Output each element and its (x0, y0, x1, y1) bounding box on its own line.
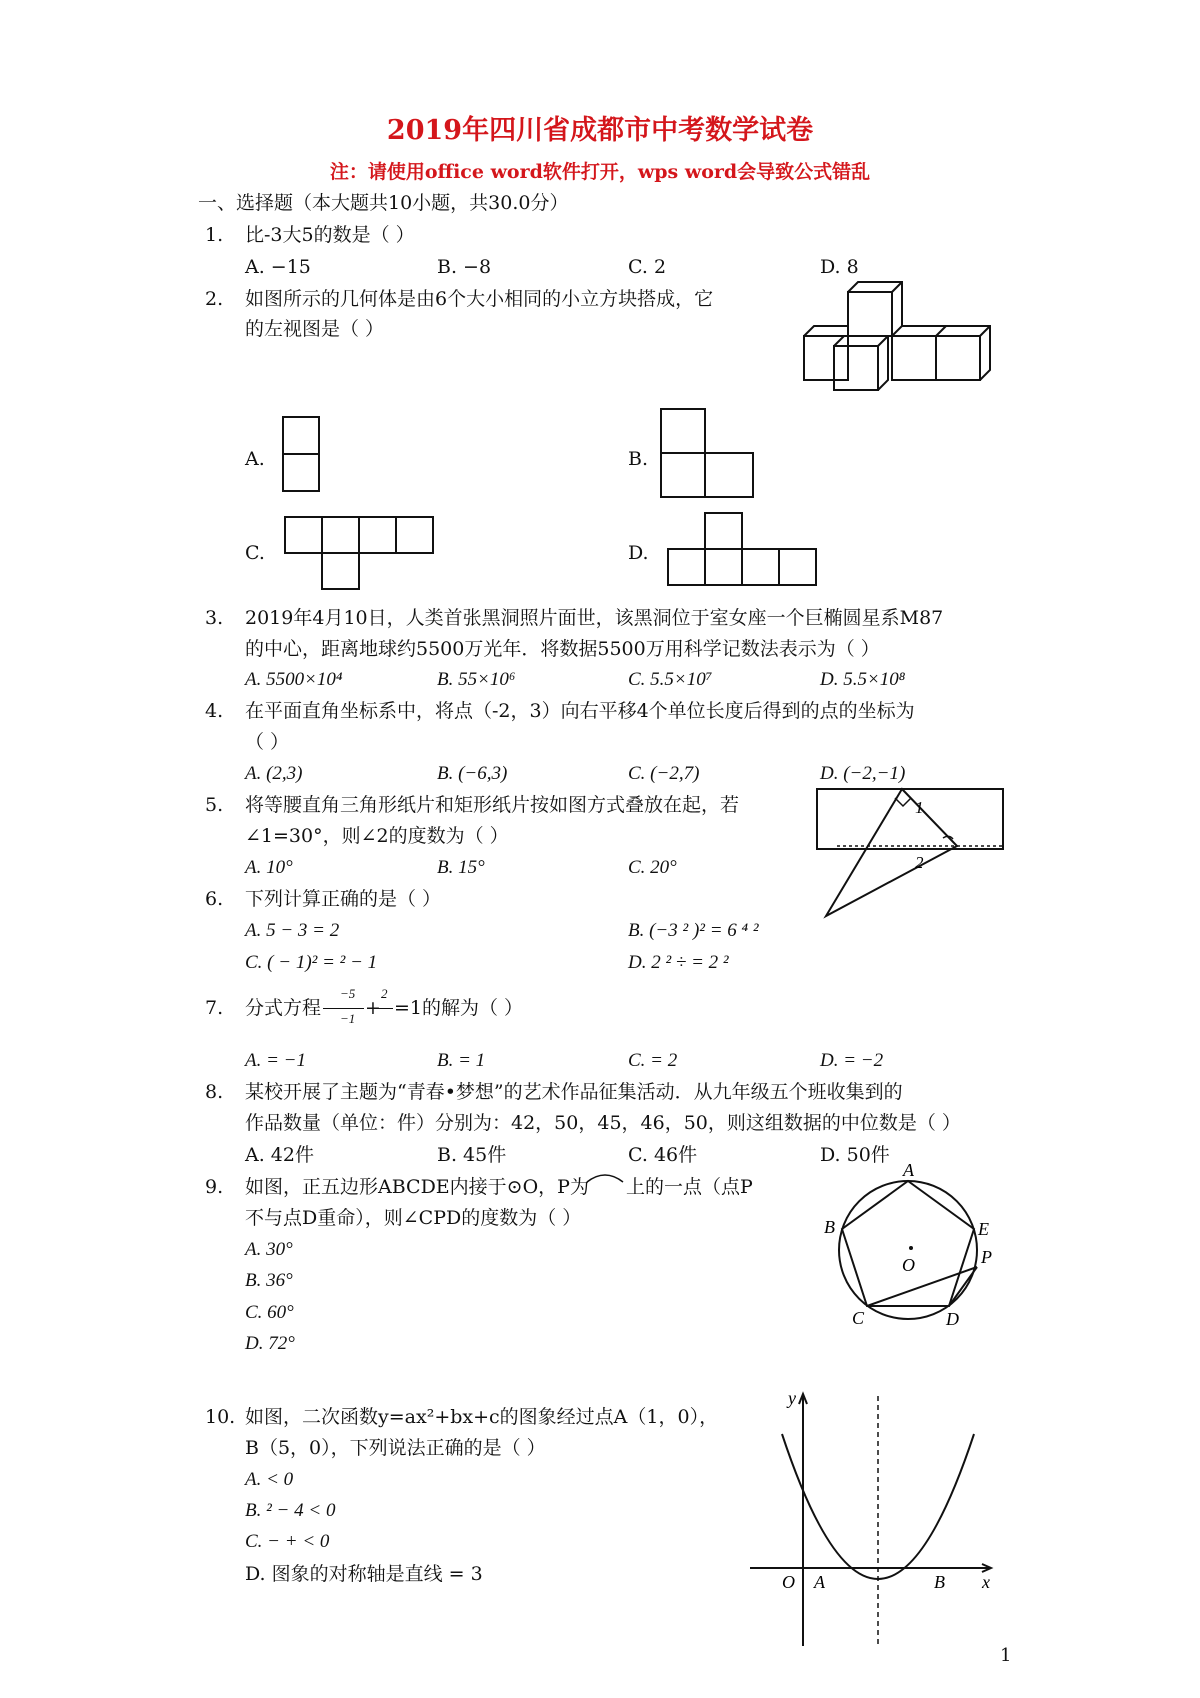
q2-option-a-view (282, 416, 320, 492)
q5-option-c: C. 20° (628, 857, 677, 878)
q10-label-a: A (814, 1572, 825, 1592)
q9-stem-line1b: 上的一点（点P (626, 1176, 753, 1198)
q2-option-c: C. (245, 542, 265, 564)
q10-option-d: D. 图象的对称轴是直线 = 3 (245, 1563, 483, 1585)
q10-option-a: A. < 0 (245, 1469, 294, 1490)
q7-option-b: B. = 1 (437, 1050, 486, 1071)
q10-option-c: C. − + < 0 (245, 1531, 330, 1552)
q3-option-d: D. 5.5×10⁸ (820, 669, 906, 690)
q1-num: 1. (205, 224, 224, 246)
q6-option-a: A. 5 − 3 = 2 (245, 920, 340, 941)
q5-angle-1-label: 1 (915, 798, 924, 817)
q2-solid-figure (798, 278, 998, 390)
q5-angle-2-label: 2 (915, 853, 924, 872)
q4-option-c: C. (−2,7) (628, 763, 700, 784)
q7-frac1-num: −5 (340, 986, 356, 1001)
q7-frac2-num: 2 (381, 986, 388, 1001)
q9-label-b: B (824, 1217, 835, 1237)
q7-frac1-den: −1 (340, 1011, 356, 1026)
q9-label-o: O (902, 1255, 915, 1275)
q5-stem-line1: 将等腰直角三角形纸片和矩形纸片按如图方式叠放在起，若 (245, 794, 740, 816)
q10-num: 10. (205, 1406, 236, 1428)
q7-option-c: C. = 2 (628, 1050, 678, 1071)
q10-option-b: B. ² − 4 < 0 (245, 1500, 336, 1521)
q1-option-a: A. −15 (245, 256, 311, 278)
q4-stem-line2: （ ） (245, 731, 290, 753)
q7-plus: + (365, 997, 381, 1019)
q8-option-a: A. 42件 (245, 1144, 314, 1166)
q9-option-d: D. 72° (245, 1333, 295, 1354)
q8-option-d: D. 50件 (820, 1144, 890, 1166)
q4-stem-line1: 在平面直角坐标系中，将点（-2，3）向右平移4个单位长度后得到的点的坐标为 (245, 700, 915, 722)
q9-pentagon-circle-figure (820, 1160, 1000, 1330)
q6-option-b: B. (−3 ² )² = 6 ⁴ ² (628, 920, 759, 941)
q8-stem-line2: 作品数量（单位：件）分别为：42，50，45，46，50，则这组数据的中位数是（ ） (245, 1112, 961, 1134)
q8-option-c: C. 46件 (628, 1144, 698, 1166)
q2-stem-line2: 的左视图是（ ） (245, 318, 385, 340)
q3-stem-line2: 的中心，距离地球约5500万光年．将数据5500万用科学记数法表示为（ ） (245, 638, 880, 660)
q8-option-b: B. 45件 (437, 1144, 507, 1166)
q4-num: 4. (205, 700, 224, 722)
q2-option-d: D. (628, 542, 649, 564)
page-number: 1 (1000, 1645, 1012, 1666)
q2-option-c-view (284, 516, 434, 590)
q5-option-b: B. 15° (437, 857, 485, 878)
q1-option-d: D. 8 (820, 256, 859, 278)
q7-stem-start: 分式方程 (245, 997, 322, 1019)
q10-stem-line2: B（5，0），下列说法正确的是（ ） (245, 1437, 546, 1459)
q8-stem-line1: 某校开展了主题为“青春•梦想”的艺术作品征集活动．从九年级五个班收集到的 (245, 1081, 903, 1103)
q4-option-b: B. (−6,3) (437, 763, 508, 784)
q9-label-e: E (978, 1219, 989, 1239)
q7-option-d: D. = −2 (820, 1050, 884, 1071)
q6-option-d: D. 2 ² ÷ = 2 ² (628, 952, 729, 973)
q3-option-c: C. 5.5×10⁷ (628, 669, 713, 690)
q2-option-b-view (660, 408, 755, 498)
q10-label-b: B (934, 1572, 945, 1592)
q1-option-c: C. 2 (628, 256, 667, 278)
q9-stem-line2: 不与点D重命），则∠CPD的度数为（ ） (245, 1207, 582, 1229)
q5-num: 5. (205, 794, 224, 816)
q9-option-a: A. 30° (245, 1239, 293, 1260)
page-title: 2019年四川省成都市中考数学试卷 (386, 115, 814, 146)
q3-option-b: B. 55×10⁶ (437, 669, 516, 690)
q7-frac1-bar (323, 1008, 364, 1009)
section-heading: 一、选择题（本大题共10小题，共30.0分） (198, 192, 569, 214)
q10-stem-line1: 如图，二次函数y=ax²+bx+c的图象经过点A（1，0）， (245, 1406, 719, 1428)
q7-option-a: A. = −1 (245, 1050, 306, 1071)
q5-triangle-rectangle-figure (815, 786, 1005, 918)
q9-option-c: C. 60° (245, 1302, 294, 1323)
q9-label-a: A (903, 1160, 914, 1180)
q9-stem-line1a: 如图，正五边形ABCDE内接于⊙O，P为 (245, 1176, 589, 1198)
q3-option-a: A. 5500×10⁴ (245, 669, 343, 690)
formula-note: 注：请使用office word软件打开，wps word会导致公式错乱 (329, 161, 871, 183)
q7-num: 7. (205, 997, 224, 1019)
q3-stem-line1: 2019年4月10日，人类首张黑洞照片面世，该黑洞位于室女座一个巨椭圆星系M87 (245, 607, 944, 629)
q5-stem-line2: ∠1=30°，则∠2的度数为（ ） (245, 825, 509, 847)
q1-option-b: B. −8 (437, 256, 492, 278)
q7-frac2-bar (377, 1008, 393, 1009)
q9-arc-symbol (585, 1170, 625, 1184)
q7-stem-end: =1的解为（ ） (394, 997, 524, 1019)
q6-num: 6. (205, 888, 224, 910)
q10-label-x: x (982, 1572, 990, 1592)
q2-num: 2. (205, 288, 224, 310)
q2-stem-line1: 如图所示的几何体是由6个大小相同的小立方块搭成，它 (245, 288, 714, 310)
q2-option-d-view (667, 512, 817, 586)
q6-option-c: C. ( − 1)² = ² − 1 (245, 952, 378, 973)
q5-option-a: A. 10° (245, 857, 293, 878)
q8-num: 8. (205, 1081, 224, 1103)
q9-label-d: D (946, 1309, 959, 1329)
q9-num: 9. (205, 1176, 224, 1198)
q9-option-b: B. 36° (245, 1270, 293, 1291)
q4-option-d: D. (−2,−1) (820, 763, 906, 784)
q3-num: 3. (205, 607, 224, 629)
q2-option-b: B. (628, 448, 649, 470)
q4-option-a: A. (2,3) (245, 763, 303, 784)
q2-option-a: A. (245, 448, 265, 470)
q6-stem: 下列计算正确的是（ ） (245, 888, 442, 910)
q10-label-o: O (782, 1572, 795, 1592)
q1-stem: 比-3大5的数是（ ） (245, 224, 415, 246)
q9-label-c: C (852, 1308, 865, 1328)
q9-label-p: P (981, 1247, 992, 1267)
q10-label-y: y (788, 1388, 796, 1408)
q10-parabola-graph (750, 1384, 1000, 1646)
